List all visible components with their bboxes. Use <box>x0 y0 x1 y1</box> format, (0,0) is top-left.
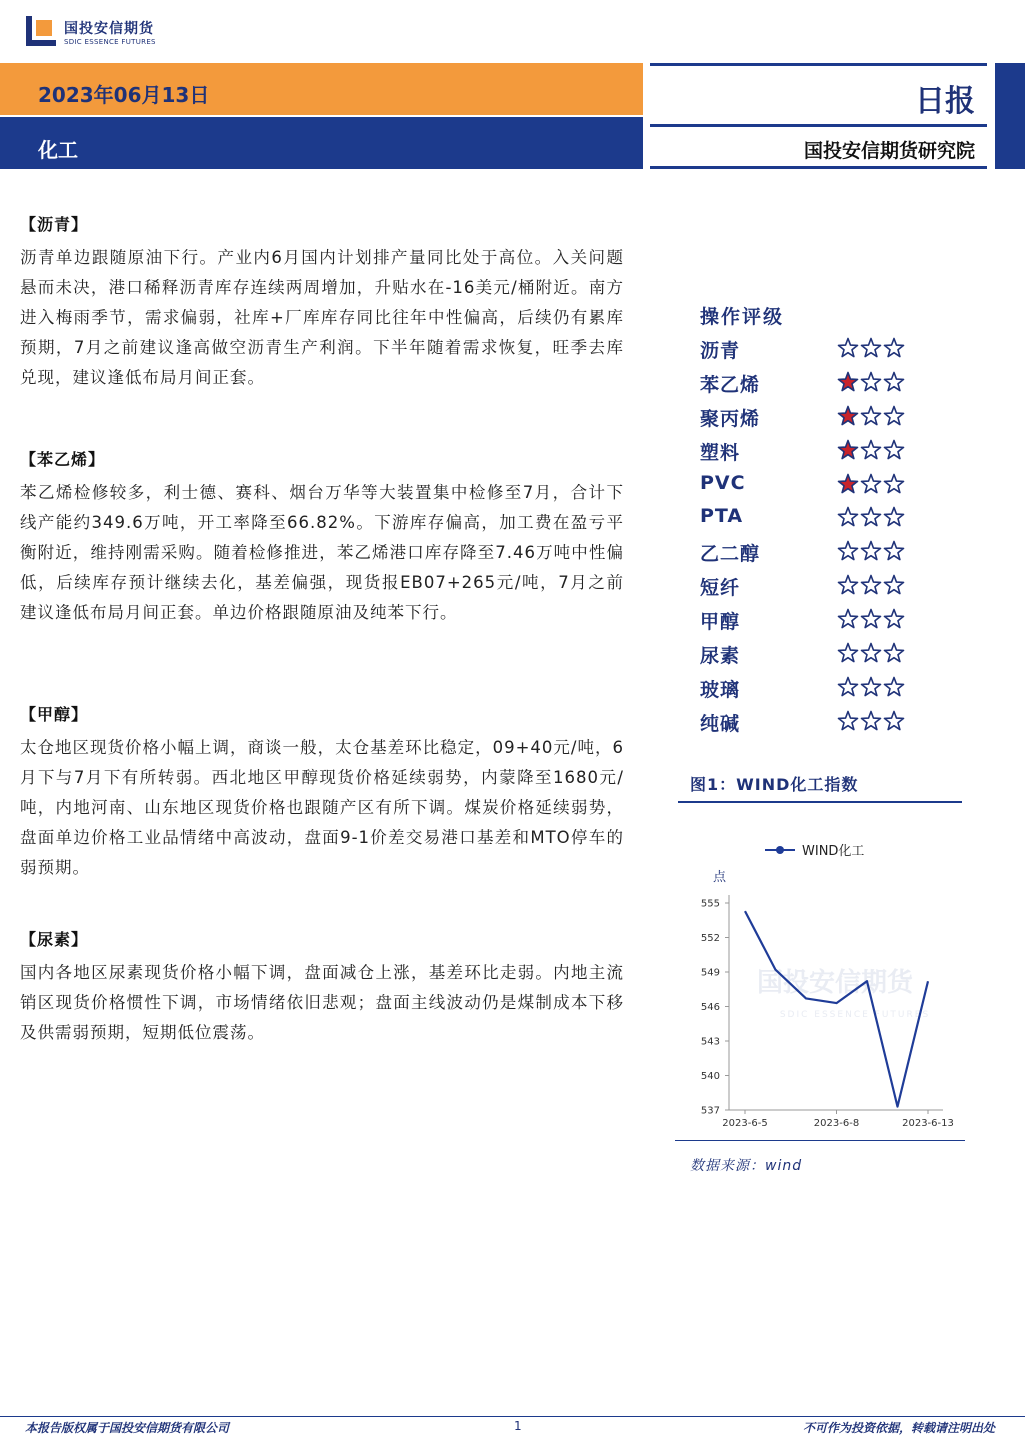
y-tick-label: 552 <box>700 933 720 944</box>
rating-name: PTA <box>700 505 744 528</box>
star-filled-icon <box>838 372 857 390</box>
star-outline-icon <box>861 542 880 560</box>
star-outline-icon <box>884 474 903 492</box>
figure-title: 图1：WIND化工指数 <box>690 775 859 794</box>
star-outline-icon <box>884 644 903 662</box>
star-outline-icon <box>884 406 903 424</box>
rating-stars <box>837 540 907 562</box>
legend-label: WIND化工 <box>802 844 865 859</box>
star-outline-icon <box>884 677 903 695</box>
report-type: 日报 <box>915 84 975 119</box>
company-logo-icon <box>26 16 56 46</box>
rating-name: 甲醇 <box>700 611 741 634</box>
rating-row <box>700 671 960 705</box>
rating-name: 苯乙烯 <box>700 373 761 396</box>
star-outline-icon <box>838 508 857 526</box>
series-line <box>745 911 931 1107</box>
legend-marker <box>776 846 784 854</box>
x-tick-label: 2023-6-13 <box>902 1118 954 1129</box>
watermark-subtext: SDIC ESSENCE FUTURES <box>779 1010 931 1020</box>
star-outline-icon <box>838 644 857 662</box>
rating-stars <box>837 405 907 427</box>
star-outline-icon <box>861 406 880 424</box>
x-tick-label: 2023-6-8 <box>813 1118 860 1129</box>
ratings-title: 操作评级 <box>700 306 785 328</box>
header-corner-block <box>995 63 1025 169</box>
star-outline-icon <box>838 610 857 628</box>
rating-name: 尿素 <box>700 645 741 668</box>
rating-stars <box>837 710 907 732</box>
figure-bottom-rule <box>675 1140 965 1141</box>
institute-name: 国投安信期货研究院 <box>803 140 975 162</box>
y-tick-label: 543 <box>700 1036 720 1048</box>
rating-row <box>700 535 960 569</box>
logo-text: 国投安信期货 <box>64 21 154 37</box>
star-filled-icon <box>838 406 857 424</box>
section-body-methanol: 太仓地区现货价格小幅上调，商谈一般，太仓基差环比稳定，09+40元/吨，6月下与7月下有所转弱。西北地区甲醇现货价格延续弱势，内蒙降至1680元/吨，内地河南、山东地区现货价格也跟随产区有所下调。煤炭价格延续弱势，盘面单边价格工业品情绪中高波动，盘面9-1价差交易港口基差和MTO停车的弱预期。 <box>20 738 624 877</box>
header-rule <box>650 124 987 127</box>
report-date: 2023年06月13日 <box>38 83 210 107</box>
y-tick-label: 549 <box>700 967 720 979</box>
section-heading-methanol: 【甲醇】 <box>20 705 89 724</box>
footer-copyright: 本报告版权属于国投安信期货有限公司 <box>25 1421 230 1435</box>
footer-disclaimer: 不可作为投资依据，转载请注明出处 <box>802 1421 995 1435</box>
star-filled-icon <box>838 440 857 458</box>
section-heading-asphalt: 【沥青】 <box>20 215 89 234</box>
star-outline-icon <box>861 711 880 729</box>
rating-stars <box>837 337 907 359</box>
y-axis-unit: 点 <box>713 870 727 885</box>
rating-stars <box>837 371 907 393</box>
star-outline-icon <box>861 440 880 458</box>
section-body-asphalt: 沥青单边跟随原油下行。产业内6月国内计划排产量同比处于高位。入关问题悬而未决，港口稀释沥青库存连续两周增加，升贴水在-16美元/桶附近。南方进入梅雨季节，需求偏弱，社库+厂库库存同比往年中性偏高，后续仍有累库预期，7月之前建议逢高做空沥青生产利润。下半年随着需求恢复，旺季去库兑现，建议逢低布局月间正套。 <box>20 248 624 387</box>
star-outline-icon <box>884 576 903 594</box>
rating-name: 聚丙烯 <box>700 407 761 430</box>
star-outline-icon <box>838 339 857 357</box>
logo-subtext: SDIC ESSENCE FUTURES <box>64 38 156 46</box>
rating-row <box>700 434 960 468</box>
star-outline-icon <box>861 372 880 390</box>
star-outline-icon <box>884 372 903 390</box>
watermark-text: 国投安信期货 <box>756 968 914 998</box>
y-tick-label: 546 <box>700 1002 720 1013</box>
star-outline-icon <box>884 610 903 628</box>
star-outline-icon <box>861 610 880 628</box>
star-outline-icon <box>861 644 880 662</box>
section-heading-styrene: 【苯乙烯】 <box>20 450 106 469</box>
rating-stars <box>837 473 907 495</box>
figure-title-rule <box>678 801 962 803</box>
rating-stars <box>837 574 907 596</box>
star-outline-icon <box>861 677 880 695</box>
section-banner <box>0 117 643 169</box>
star-outline-icon <box>861 576 880 594</box>
x-tick-label: 2023-6-5 <box>722 1118 768 1129</box>
star-filled-icon <box>838 474 857 492</box>
section-title: 化工 <box>38 138 78 162</box>
star-outline-icon <box>884 339 903 357</box>
star-outline-icon <box>884 711 903 729</box>
star-outline-icon <box>861 508 880 526</box>
star-outline-icon <box>838 576 857 594</box>
star-outline-icon <box>838 711 857 729</box>
wind-chem-index-chart <box>675 835 965 1140</box>
rating-stars <box>837 676 907 698</box>
section-body-urea: 国内各地区尿素现货价格小幅下调，盘面减仓上涨，基差环比走弱。内地主流销区现货价格惯性下调，市场情绪依旧悲观；盘面主线波动仍是煤制成本下移及供需弱预期，短期低位震荡。 <box>20 963 624 1042</box>
star-outline-icon <box>884 542 903 560</box>
star-outline-icon <box>861 474 880 492</box>
rating-name: 短纤 <box>700 577 741 600</box>
star-outline-icon <box>838 677 857 695</box>
star-outline-icon <box>884 508 903 526</box>
rating-row <box>700 400 960 434</box>
section-body-styrene: 苯乙烯检修较多，利士德、赛科、烟台万华等大装置集中检修至7月，合计下线产能约349.6万吨，开工率降至66.82%。下游库存偏高，加工费在盈亏平衡附近，维持刚需采购。随着检修推进，苯乙烯港口库存降至7.46万吨中性偏低，后续库存预计继续去化，基差偏强，现货报EB07+265元/吨，7月之前建议逢低布局月间正套。单边价格跟随原油及纯苯下行。 <box>20 483 624 622</box>
rating-name: 塑料 <box>700 441 741 464</box>
rating-stars <box>837 642 907 664</box>
rating-row <box>700 366 960 400</box>
rating-stars <box>837 506 907 528</box>
rating-row <box>700 501 960 535</box>
rating-row <box>700 332 960 366</box>
rating-row <box>700 705 960 739</box>
footer-rule <box>0 1416 1025 1417</box>
y-tick-label: 540 <box>700 1071 720 1082</box>
rating-stars <box>837 439 907 461</box>
rating-name: 乙二醇 <box>700 543 761 566</box>
rating-name: PVC <box>700 471 746 494</box>
y-tick-label: 555 <box>700 898 720 910</box>
figure-source: 数据来源：wind <box>690 1158 803 1174</box>
rating-row <box>700 569 960 603</box>
header-rule <box>650 63 987 66</box>
rating-name: 纯碱 <box>700 712 741 735</box>
rating-name: 玻璃 <box>700 678 741 701</box>
star-outline-icon <box>838 542 857 560</box>
section-heading-urea: 【尿素】 <box>20 930 89 949</box>
star-outline-icon <box>884 440 903 458</box>
rating-stars <box>837 608 907 630</box>
y-tick-label: 537 <box>700 1105 720 1117</box>
header-rule <box>650 166 987 169</box>
star-outline-icon <box>861 339 880 357</box>
page-number: 1 <box>514 1419 522 1433</box>
ratings-list <box>700 332 960 739</box>
rating-row <box>700 637 960 671</box>
rating-row <box>700 603 960 637</box>
rating-name: 沥青 <box>700 340 741 362</box>
rating-row <box>700 468 960 502</box>
